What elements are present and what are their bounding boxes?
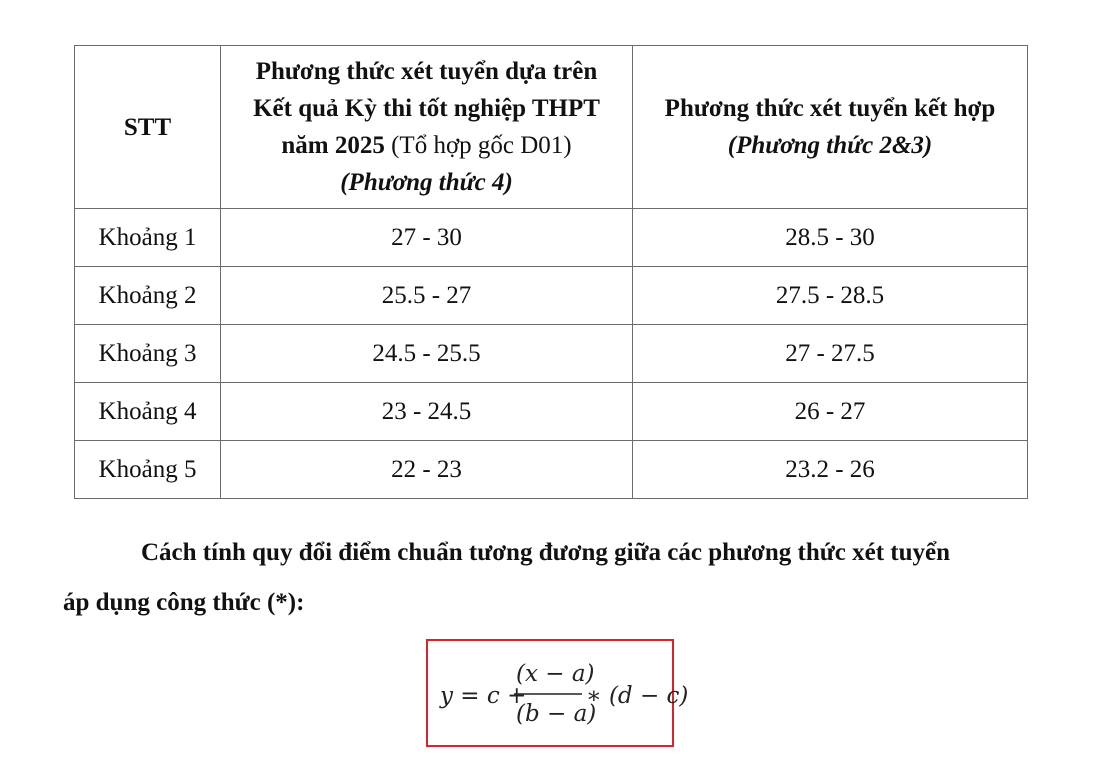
header-method-4-line2: Kết quả Kỳ thi tốt nghiệp THPT (253, 95, 600, 122)
header-method-4-combo: (Tổ hợp gốc D01) (391, 132, 572, 159)
cell-range: Khoảng 1 (75, 209, 221, 267)
header-method-4-line1: Phương thức xét tuyển dựa trên (255, 58, 598, 85)
cell-combined: 27 - 27.5 (633, 325, 1028, 383)
header-method-4-label: (Phương thức 4) (340, 169, 513, 196)
formula-graphic (428, 641, 689, 745)
header-stt: STT (75, 46, 221, 209)
paragraph-line-1 (63, 528, 1063, 578)
table-header-row (75, 46, 1028, 209)
header-method-4-line3 (221, 127, 632, 164)
header-method-4-year: năm 2025 (281, 132, 385, 159)
formula-lhs: y = c + (440, 683, 527, 709)
cell-method-4: 24.5 - 25.5 (221, 325, 633, 383)
formula-box (426, 639, 689, 747)
table-row (75, 267, 1028, 325)
conversion-paragraph (63, 528, 1063, 628)
formula-numerator: (x − a) (516, 661, 595, 687)
cell-range: Khoảng 4 (75, 383, 221, 441)
cell-method-4: 22 - 23 (221, 441, 633, 499)
table-row (75, 441, 1028, 499)
formula-denominator: (b − a) (516, 701, 597, 727)
cell-method-4: 27 - 30 (221, 209, 633, 267)
header-method-4 (221, 46, 633, 209)
cell-range: Khoảng 3 (75, 325, 221, 383)
header-combined-line1: Phương thức xét tuyển kết hợp (664, 95, 996, 122)
cell-method-4: 25.5 - 27 (221, 267, 633, 325)
cell-combined: 27.5 - 28.5 (633, 267, 1028, 325)
header-combined-label: (Phương thức 2&3) (727, 132, 933, 159)
paragraph-line-1-text: Cách tính quy đổi điểm chuẩn tương đương giữa các phương thức xét tuyển (141, 539, 951, 566)
cell-range: Khoảng 5 (75, 441, 221, 499)
cell-combined: 26 - 27 (633, 383, 1028, 441)
cell-method-4: 23 - 24.5 (221, 383, 633, 441)
paragraph-line-2: áp dụng công thức (*): (63, 589, 305, 616)
score-conversion-table (74, 45, 1028, 499)
table-row (75, 383, 1028, 441)
table-row (75, 325, 1028, 383)
table-row (75, 209, 1028, 267)
formula-rhs: ∗ (d − c) (586, 683, 689, 709)
cell-combined: 28.5 - 30 (633, 209, 1028, 267)
cell-range: Khoảng 2 (75, 267, 221, 325)
header-combined-method (633, 46, 1028, 209)
cell-combined: 23.2 - 26 (633, 441, 1028, 499)
